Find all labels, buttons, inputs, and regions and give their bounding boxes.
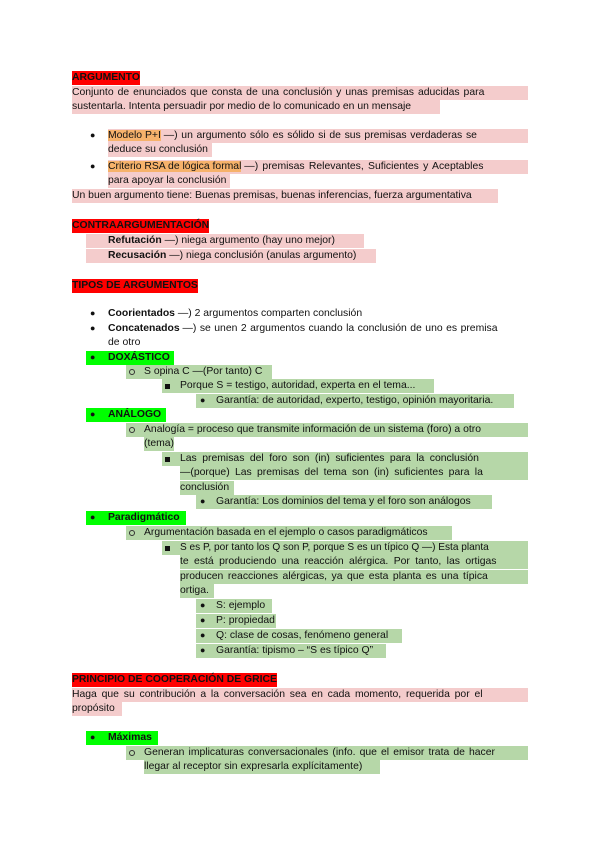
refutacion-item <box>108 234 335 248</box>
criterio-rsa-text: —) premisas Relevantes, Suficientes y Aceptables <box>244 161 484 172</box>
recusacion-term: Recusación <box>108 250 167 261</box>
grice-line1: Haga que su contribución a la conversación sea en cada momento, requerida por el <box>72 689 483 700</box>
buen-argumento: Un buen argumento tiene: Buenas premisas, buenas inferencias, fuerza argumentativa <box>72 190 472 201</box>
square-bullet-icon <box>165 457 170 462</box>
modelo-pi-line2: deduce su conclusión <box>108 144 208 155</box>
bullet-icon: ● <box>90 161 96 171</box>
circle-bullet-icon <box>129 369 135 375</box>
concatenados-term: Concatenados <box>108 323 180 334</box>
bullet-icon: ● <box>200 645 206 655</box>
argumento-definition-line1: Conjunto de enunciados que consta de una conclusión y unas premisas aducidas para <box>72 87 485 98</box>
bullet-icon: ● <box>200 600 206 610</box>
criterio-rsa-line1 <box>108 160 483 174</box>
criterio-rsa-line2: para apoyar la conclusión <box>108 175 227 186</box>
modelo-pi-text: —) un argumento sólo es sólido si de sus premisas verdaderas se <box>163 130 477 141</box>
bullet-icon: ● <box>200 496 206 506</box>
analogo-title: ANÁLOGO <box>108 409 162 420</box>
doxastico-l2: S opina C —(Por tanto) C <box>144 366 263 377</box>
bullet-icon: ● <box>90 308 96 318</box>
square-bullet-icon <box>165 546 170 551</box>
bullet-icon: ● <box>90 323 96 333</box>
analogo-l3b: —(porque) Las premisas del tema son (in) suficientes para la <box>180 467 483 478</box>
analogo-l2b: (tema) <box>144 438 175 449</box>
bullet-icon: ● <box>90 130 96 140</box>
circle-bullet-icon <box>129 427 135 433</box>
paradigmatico-q: Q: clase de cosas, fenómeno general <box>216 630 389 641</box>
paradigmatico-l3b: te está produciendo una reacción alérgica. Por tanto, las ortigas <box>180 556 497 567</box>
doxastico-l4: Garantía: de autoridad, experto, testigo, opinión mayoritaria. <box>216 395 494 406</box>
criterio-rsa-tag: Criterio RSA de lógica formal <box>108 161 242 172</box>
modelo-pi-tag: Modelo P+I <box>108 130 161 141</box>
doxastico-l3: Porque S = testigo, autoridad, experta en el tema... <box>180 380 416 391</box>
analogo-l3a: Las premisas del foro son (in) suficientes para la conclusión <box>180 453 479 464</box>
coorientados-item <box>108 307 362 321</box>
analogo-l2a: Analogía = proceso que transmite información de un sistema (foro) a otro <box>144 424 482 435</box>
maximas-l1: Generan implicaturas conversacionales (info. que el emisor trata de hacer <box>144 747 495 758</box>
maximas-l2: llegar al receptor sin expresarla explícitamente) <box>144 761 363 772</box>
coorientados-text: —) 2 argumentos comparten conclusión <box>177 308 363 319</box>
heading-contraargumentacion: CONTRAARGUMENTACIÓN <box>72 220 210 231</box>
concatenados-item <box>108 322 498 336</box>
analogo-l3c: conclusión <box>180 482 230 493</box>
refutacion-text: —) niega argumento (hay uno mejor) <box>164 235 335 246</box>
paradigmatico-p: P: propiedad <box>216 615 275 626</box>
grice-line2: propósito <box>72 703 115 714</box>
paradigmatico-l3d: ortiga. <box>180 585 209 596</box>
circle-bullet-icon <box>129 530 135 536</box>
heading-grice: PRINCIPIO DE COOPERACIÓN DE GRICE <box>72 674 277 685</box>
concatenados-text: —) se unen 2 argumentos cuando la conclusión de uno es premisa <box>182 323 498 334</box>
concatenados-line2: de otro <box>108 337 141 348</box>
doxastico-title: DOXÁSTICO <box>108 352 170 363</box>
bullet-icon: ● <box>200 615 206 625</box>
paradigmatico-title: Paradigmático <box>108 512 180 523</box>
bullet-icon: ● <box>90 409 96 419</box>
paradigmatico-l3a: S es P, por tanto los Q son P, porque S es un típico Q —) Esta planta <box>180 542 489 553</box>
modelo-pi-line1 <box>108 129 477 143</box>
bullet-icon: ● <box>200 630 206 640</box>
recusacion-text: —) niega conclusión (anulas argumento) <box>169 250 357 261</box>
bullet-icon: ● <box>90 512 96 522</box>
bullet-icon: ● <box>90 732 96 742</box>
heading-tipos: TIPOS DE ARGUMENTOS <box>72 280 198 291</box>
paradigmatico-g: Garantía: tipismo – “S es típico Q” <box>216 645 374 656</box>
bullet-icon: ● <box>200 395 206 405</box>
paradigmatico-s: S: ejemplo <box>216 600 266 611</box>
circle-bullet-icon <box>129 750 135 756</box>
paradigmatico-l3c: producen reacciones alérgicas, ya que esta planta es una típica <box>180 571 488 582</box>
maximas-title: Máximas <box>108 732 152 743</box>
paradigmatico-l2: Argumentación basada en el ejemplo o casos paradigmáticos <box>144 527 428 538</box>
coorientados-term: Coorientados <box>108 308 175 319</box>
recusacion-item <box>108 249 356 263</box>
argumento-definition-line2: sustentarla. Intenta persuadir por medio de lo comunicado en un mensaje <box>72 101 412 112</box>
square-bullet-icon <box>165 384 170 389</box>
bullet-icon: ● <box>90 352 96 362</box>
heading-argumento: ARGUMENTO <box>72 72 140 83</box>
refutacion-term: Refutación <box>108 235 162 246</box>
analogo-l4: Garantía: Los dominios del tema y el foro son análogos <box>216 496 471 507</box>
